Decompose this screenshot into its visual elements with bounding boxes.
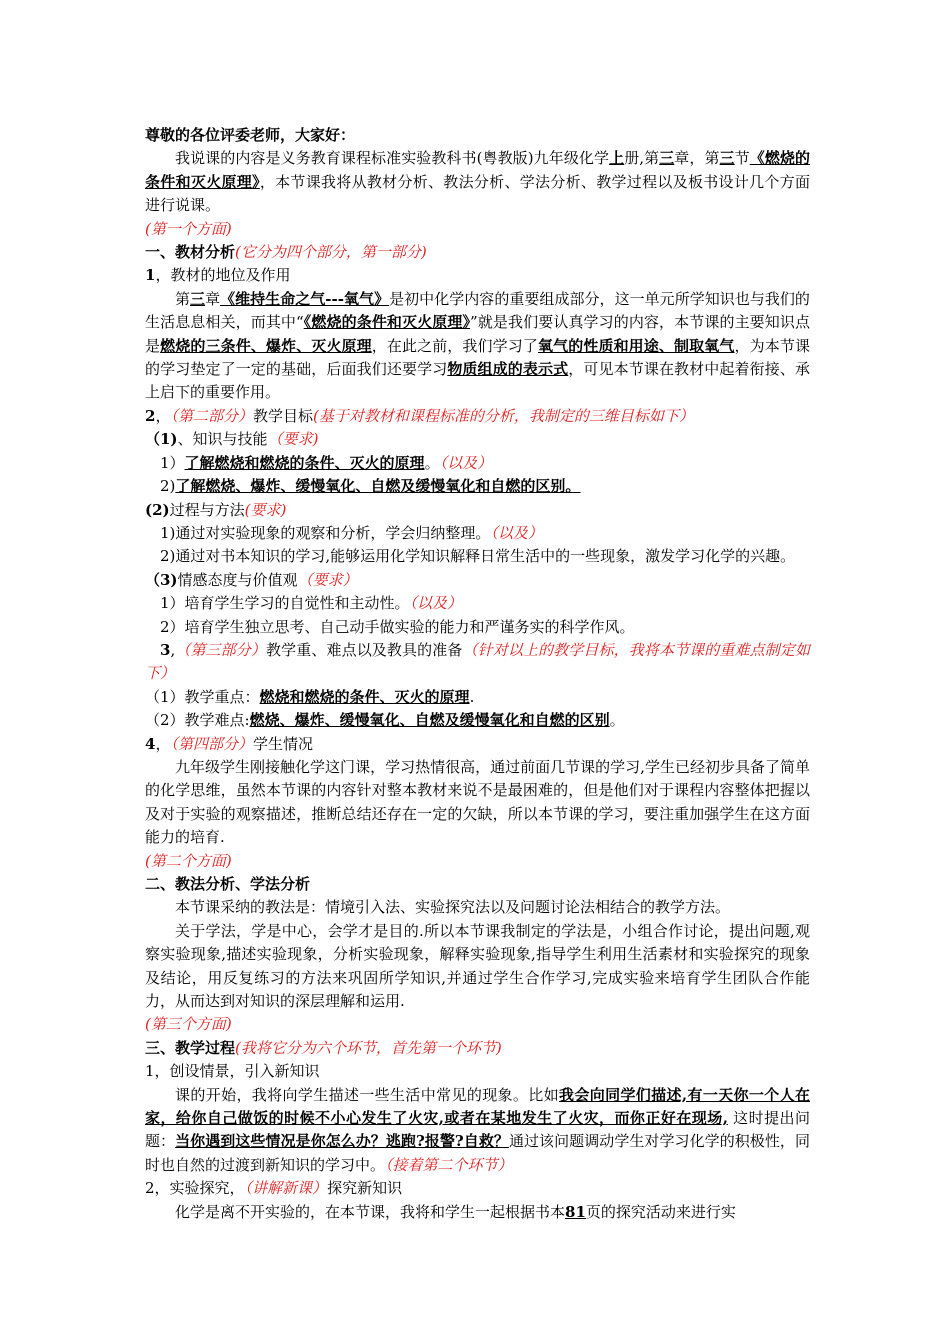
aspect-note-3: (第三个方面) bbox=[145, 1015, 232, 1034]
goal-knowledge-item-1: 1）了解燃烧和燃烧的条件、灭火的原理。（以及） bbox=[160, 453, 493, 472]
step-1-heading: 1，创设情景，引入新知识 bbox=[145, 1062, 320, 1081]
section-heading-3: 三、教学过程(我将它分为六个环节，首先第一个环节) bbox=[145, 1038, 502, 1057]
intro-paragraph: 我说课的内容是义务教育课程标准实验教科书(粤教版)九年级化学上册,第三章，第三节《燃烧的条件和灭火原理》，本节课我将从教材分析、教法分析、学法分析、教学过程以及板书设计几个方面进行说课。 bbox=[145, 149, 810, 215]
subheading-2: 2，（第二部分）教学目标(基于对教材和课程标准的分析，我制定的三维目标如下） bbox=[145, 406, 694, 425]
goal-attitude-item-2: 2）培育学生独立思考、自己动手做实验的能力和严谨务实的科学作风。 bbox=[160, 617, 635, 636]
teaching-method-paragraph: 本节课采纳的教法是：情境引入法、实验探究法以及问题讨论法相结合的教学方法。 bbox=[175, 898, 731, 917]
step-2-heading: 2，实验探究，（讲解新课）探究新知识 bbox=[145, 1179, 403, 1198]
subheading-1: 1，教材的地位及作用 bbox=[145, 266, 291, 285]
step-1-paragraph: 课的开始，我将向学生描述一些生活中常见的现象。比如我会向同学们描述,有一天你一个人在家，给你自己做饭的时候不小心发生了火灾,或者在某地发生了火灾，而你正好在现场, 这时提出问题：当你遇到这些情况是你怎么办？逃跑?报警?自救？通过该问题调动学生对学习化学的积极性，同时也自然的过渡到新知识的学习中。（接着第二个环节） bbox=[145, 1085, 810, 1174]
textbook-position-paragraph: 第三章《维持生命之气---氧气》是初中化学内容的重要组成部分，这一单元所学知识也与我们的生活息息相关，而其中“《燃烧的条件和灭火原理》”就是我们要认真学习的内容，本节课的主要知识点是燃烧的三条件、爆炸、灭火原理，在此之前，我们学习了氧气的性质和用途、制取氧气，为本节课的学习垫定了一定的基础，后面我们还要学习物质组成的表示式，可见本节课在教材中起着衔接、承上启下的重要作用。 bbox=[145, 289, 810, 402]
section-heading-2: 二、教法分析、学法分析 bbox=[145, 875, 311, 893]
student-situation-paragraph: 九年级学生刚接触化学这门课，学习热情很高，通过前面几节课的学习,学生已经初步具备了简单的化学思维，虽然本节课的内容针对整本教材来说不是最困难的，但是他们对于课程内容整体把握以及对于实验的观察描述，推断总结还存在一定的欠缺，所以本节课的学习，要注重加强学生在这方面能力的培育. bbox=[145, 757, 810, 847]
difficult-point: （2）教学难点:燃烧、爆炸、缓慢氧化、自燃及缓慢氧化和自燃的区别。 bbox=[145, 711, 625, 730]
goal-knowledge-heading: （1)、知识与技能（要求) bbox=[145, 430, 319, 449]
learning-method-paragraph: 关于学法，学是中心，会学才是目的.所以本节课我制定的学法是，小组合作讨论，提出问题,观察实验现象,描述实验现象，分析实验现象，解释实验现象,指导学生利用生活素材和实验探究的现象及结论，用反复练习的方法来巩固所学知识,并通过学生合作学习,完成实验来培育学生团队合作能力，从而达到对知识的深层理解和运用. bbox=[145, 921, 810, 1011]
goal-attitude-heading: （3)情感态度与价值观（要求） bbox=[145, 570, 358, 589]
aspect-note-1: (第一个方面) bbox=[145, 219, 232, 238]
step-2-paragraph: 化学是离不开实验的，在本节课，我将和学生一起根据书本81页的探究活动来进行实 bbox=[175, 1202, 736, 1221]
goal-process-heading: (2)过程与方法(要求) bbox=[145, 500, 287, 519]
goal-knowledge-item-2: 2)了解燃烧、爆炸、缓慢氧化、自燃及缓慢氧化和自燃的区别。 bbox=[160, 477, 581, 496]
document-body bbox=[145, 124, 810, 1224]
key-point: （1）教学重点：燃烧和燃烧的条件、灭火的原理. bbox=[145, 687, 475, 706]
greeting: 尊敬的各位评委老师，大家好： bbox=[145, 126, 356, 144]
aspect-note-2: (第二个方面) bbox=[145, 851, 232, 870]
goal-process-item-2: 2)通过对书本知识的学习,能够运用化学知识解释日常生活中的一些现象，激发学习化学的兴趣。 bbox=[160, 547, 796, 566]
goal-attitude-item-1: 1）培育学生学习的自觉性和主动性。（以及） bbox=[160, 594, 463, 613]
section-heading-1: 一、教材分析(它分为四个部分，第一部分) bbox=[145, 243, 427, 262]
goal-process-item-1: 1)通过对实验现象的观察和分析，学会归纳整理。（以及） bbox=[160, 523, 543, 542]
subheading-4: 4，（第四部分）学生情况 bbox=[145, 734, 313, 753]
subheading-3: 3,（第三部分）教学重、难点以及教具的准备（针对以上的教学目标，我将本节课的重难点制定如下） bbox=[145, 640, 810, 683]
